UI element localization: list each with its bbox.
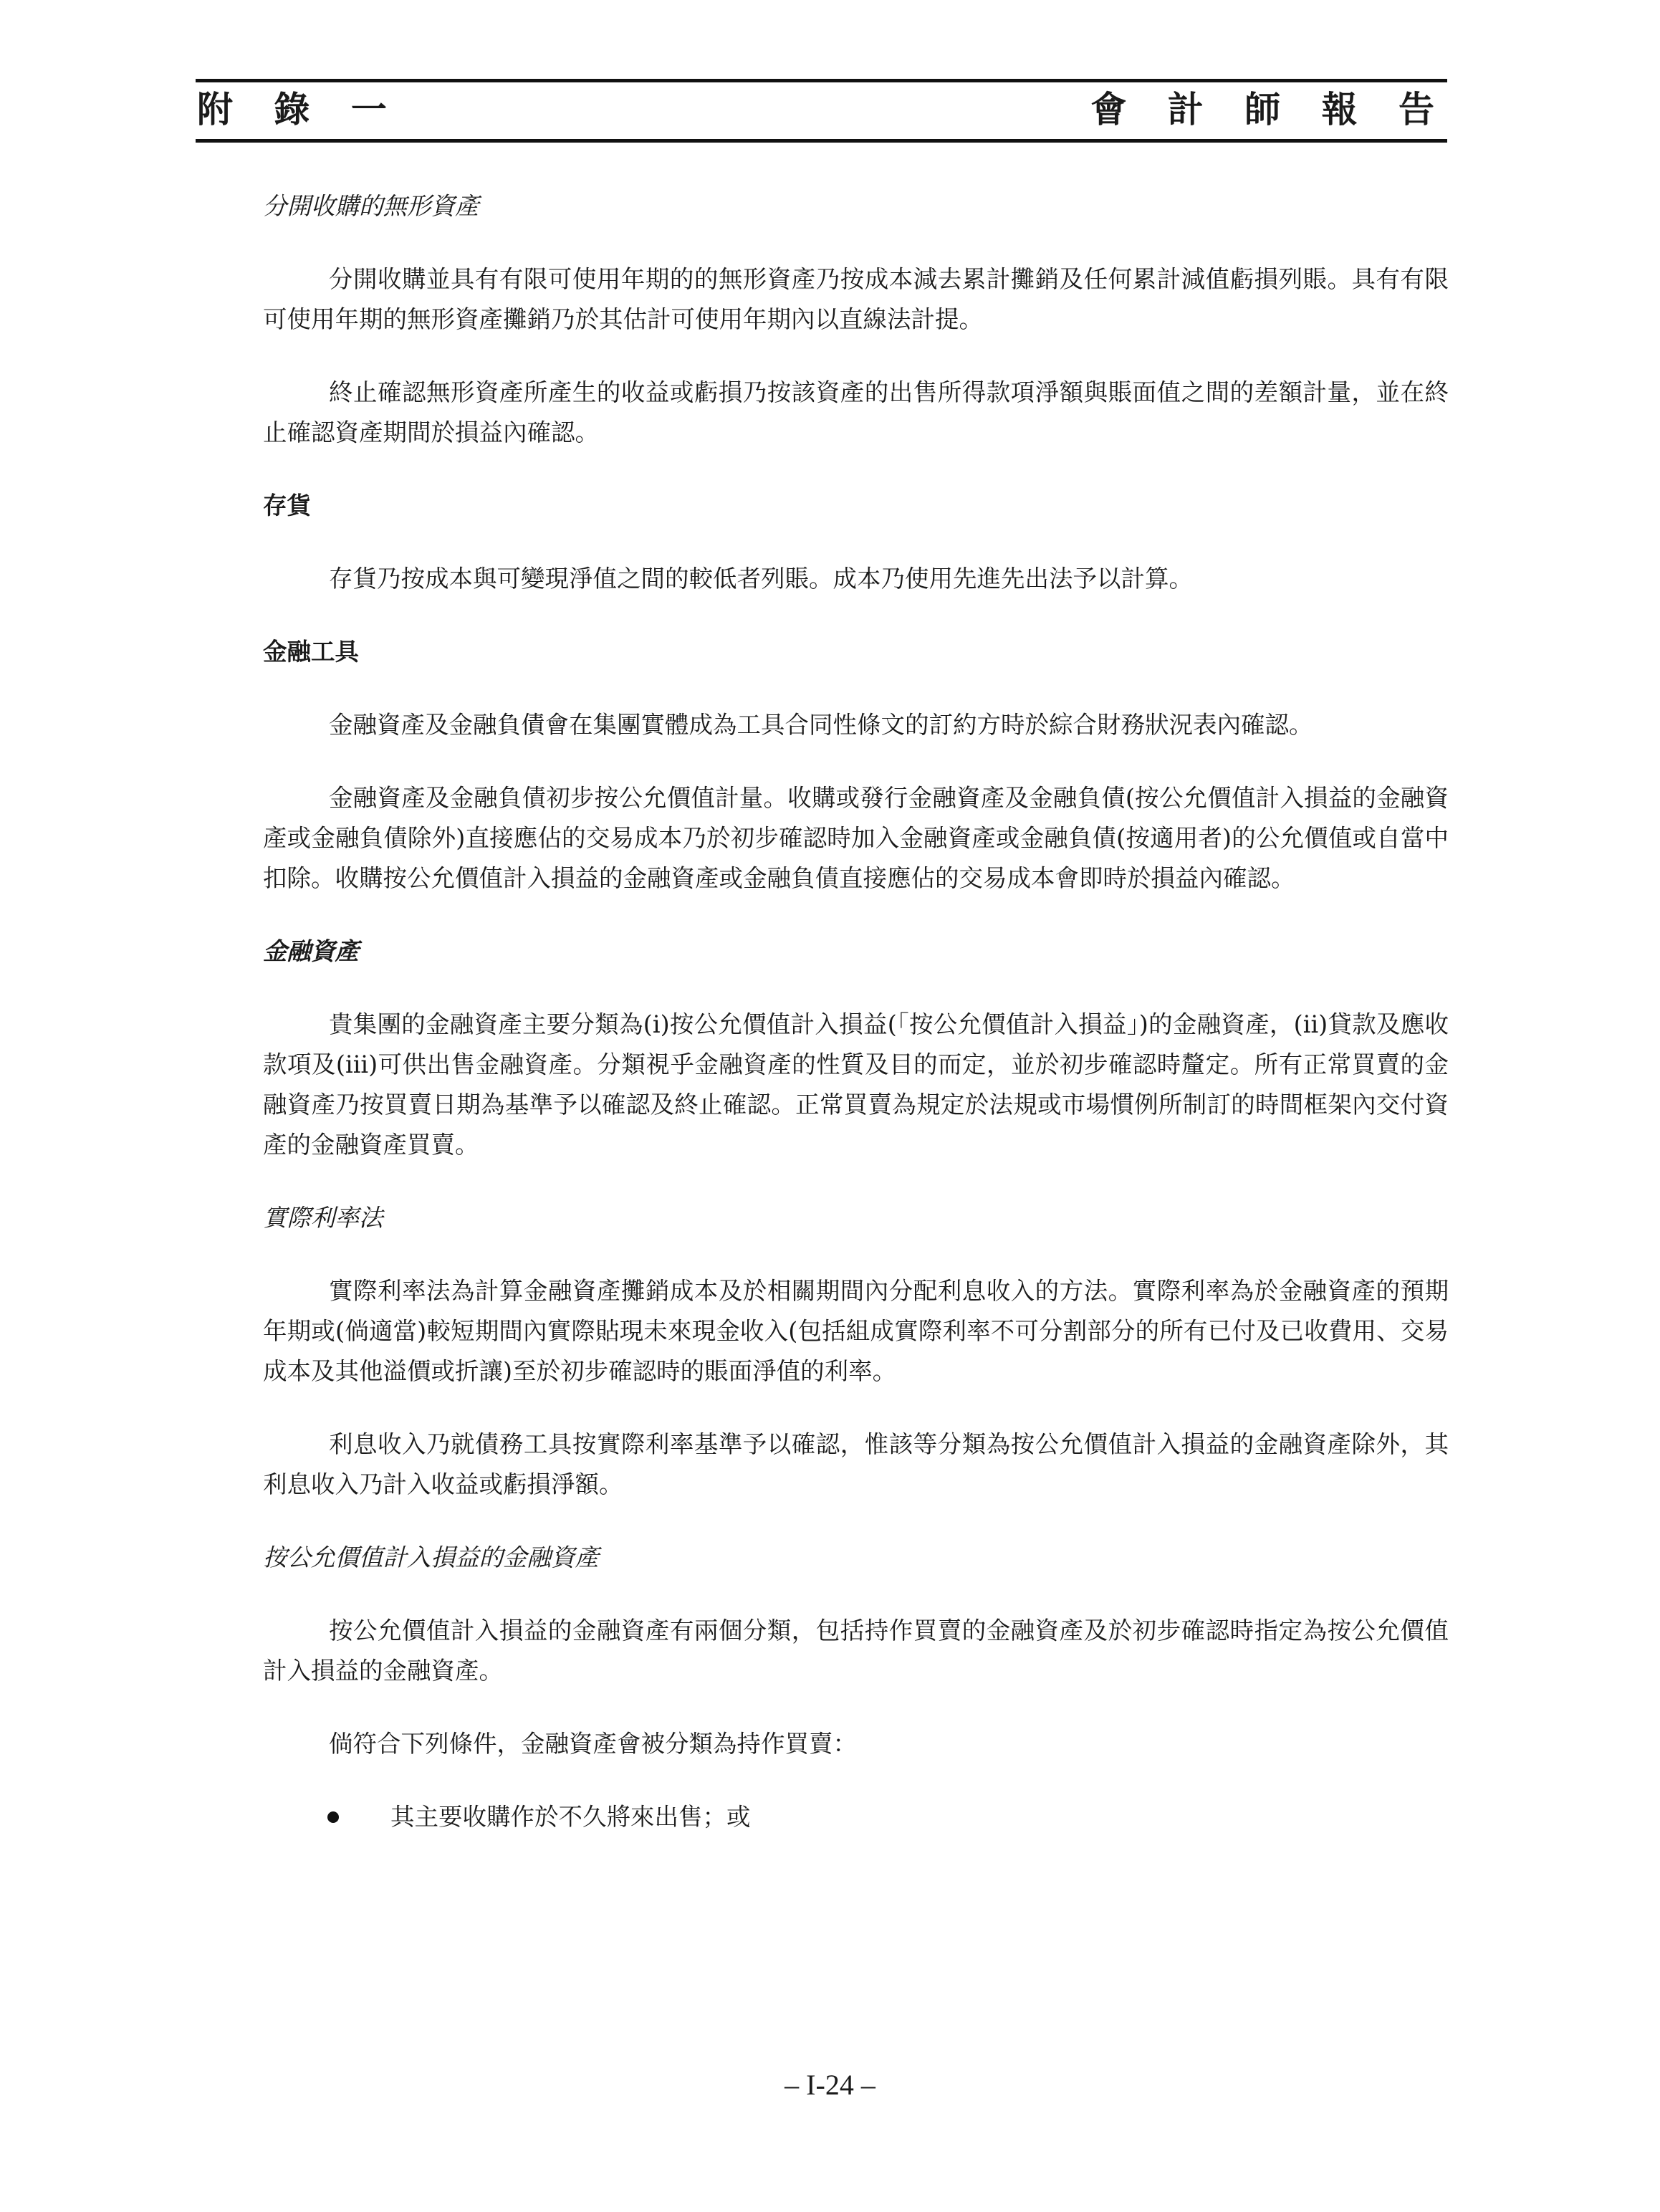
paragraph-financial-instruments-2: 金融資產及金融負債初步按公允價值計量。收購或發行金融資產及金融負債(按公允價值計入損益的金融資產或金融負債除外)直接應佔的交易成本乃於初步確認時加入金融資產或金融負債(按適用者)的公允價值或自當中扣除。收購按公允價值計入損益的金融資產或金融負債直接應佔的交易成本會即時於損益內確認。	[263, 784, 1449, 892]
bullet-dot-icon	[327, 1811, 339, 1823]
bullet-item	[263, 1797, 1449, 1837]
heading-fvtpl-assets: 按公允價值計入損益的金融資產	[263, 1543, 599, 1571]
paragraph-intangible-assets-2: 終止確認無形資產所產生的收益或虧損乃按該資產的出售所得款項淨額與賬面值之間的差額計量，並在終止確認資產期間於損益內確認。	[263, 378, 1449, 446]
header-top-rule	[196, 79, 1447, 82]
page-number: – I-24 –	[785, 2069, 875, 2101]
heading-financial-assets: 金融資產	[263, 937, 359, 965]
report-title: 會 計 師 報 告	[1090, 88, 1449, 130]
heading-financial-instruments: 金融工具	[263, 638, 359, 666]
appendix-title: 附 錄 一	[197, 88, 401, 130]
bullet-text: 其主要收購作於不久將來出售；或	[390, 1803, 751, 1831]
paragraph-intangible-assets-1: 分開收購並具有有限可使用年期的的無形資產乃按成本減去累計攤銷及任何累計減值虧損列賬。具有有限可使用年期的無形資產攤銷乃於其估計可使用年期內以直線法計提。	[263, 265, 1449, 333]
paragraph-financial-instruments-1: 金融資產及金融負債會在集團實體成為工具合同性條文的訂約方時於綜合財務狀況表內確認。	[329, 711, 1313, 739]
paragraph-effective-interest-1: 實際利率法為計算金融資產攤銷成本及於相關期間內分配利息收入的方法。實際利率為於金融資產的預期年期或(倘適當)較短期間內實際貼現未來現金收入(包括組成實際利率不可分割部分的所有已付及已收費用、交易成本及其他溢價或折讓)至於初步確認時的賬面淨值的利率。	[263, 1277, 1449, 1385]
heading-inventories: 存貨	[263, 492, 311, 520]
heading-intangible-assets: 分開收購的無形資產	[263, 192, 479, 220]
document-body	[263, 186, 1449, 1837]
paragraph-financial-assets: 貴集團的金融資產主要分類為(i)按公允價值計入損益(「按公允價值計入損益」)的金融資產，(ii)貸款及應收款項及(iii)可供出售金融資產。分類視乎金融資產的性質及目的而定，並於初步確認時釐定。所有正常買賣的金融資產乃按買賣日期為基準予以確認及終止確認。正常買賣為規定於法規或市場慣例所制訂的時間框架內交付資產的金融資產買賣。	[263, 1010, 1449, 1159]
paragraph-effective-interest-2: 利息收入乃就債務工具按實際利率基準予以確認，惟該等分類為按公允價值計入損益的金融資產除外，其利息收入乃計入收益或虧損淨額。	[263, 1430, 1449, 1498]
heading-effective-interest-method: 實際利率法	[263, 1204, 383, 1232]
paragraph-inventories: 存貨乃按成本與可變現淨值之間的較低者列賬。成本乃使用先進先出法予以計算。	[329, 565, 1193, 593]
header-bottom-rule	[196, 139, 1447, 143]
paragraph-fvtpl-1: 按公允價值計入損益的金融資產有兩個分類，包括持作買賣的金融資產及於初步確認時指定為按公允價值計入損益的金融資產。	[263, 1617, 1449, 1685]
paragraph-fvtpl-2: 倘符合下列條件，金融資產會被分類為持作買賣：	[329, 1730, 857, 1758]
